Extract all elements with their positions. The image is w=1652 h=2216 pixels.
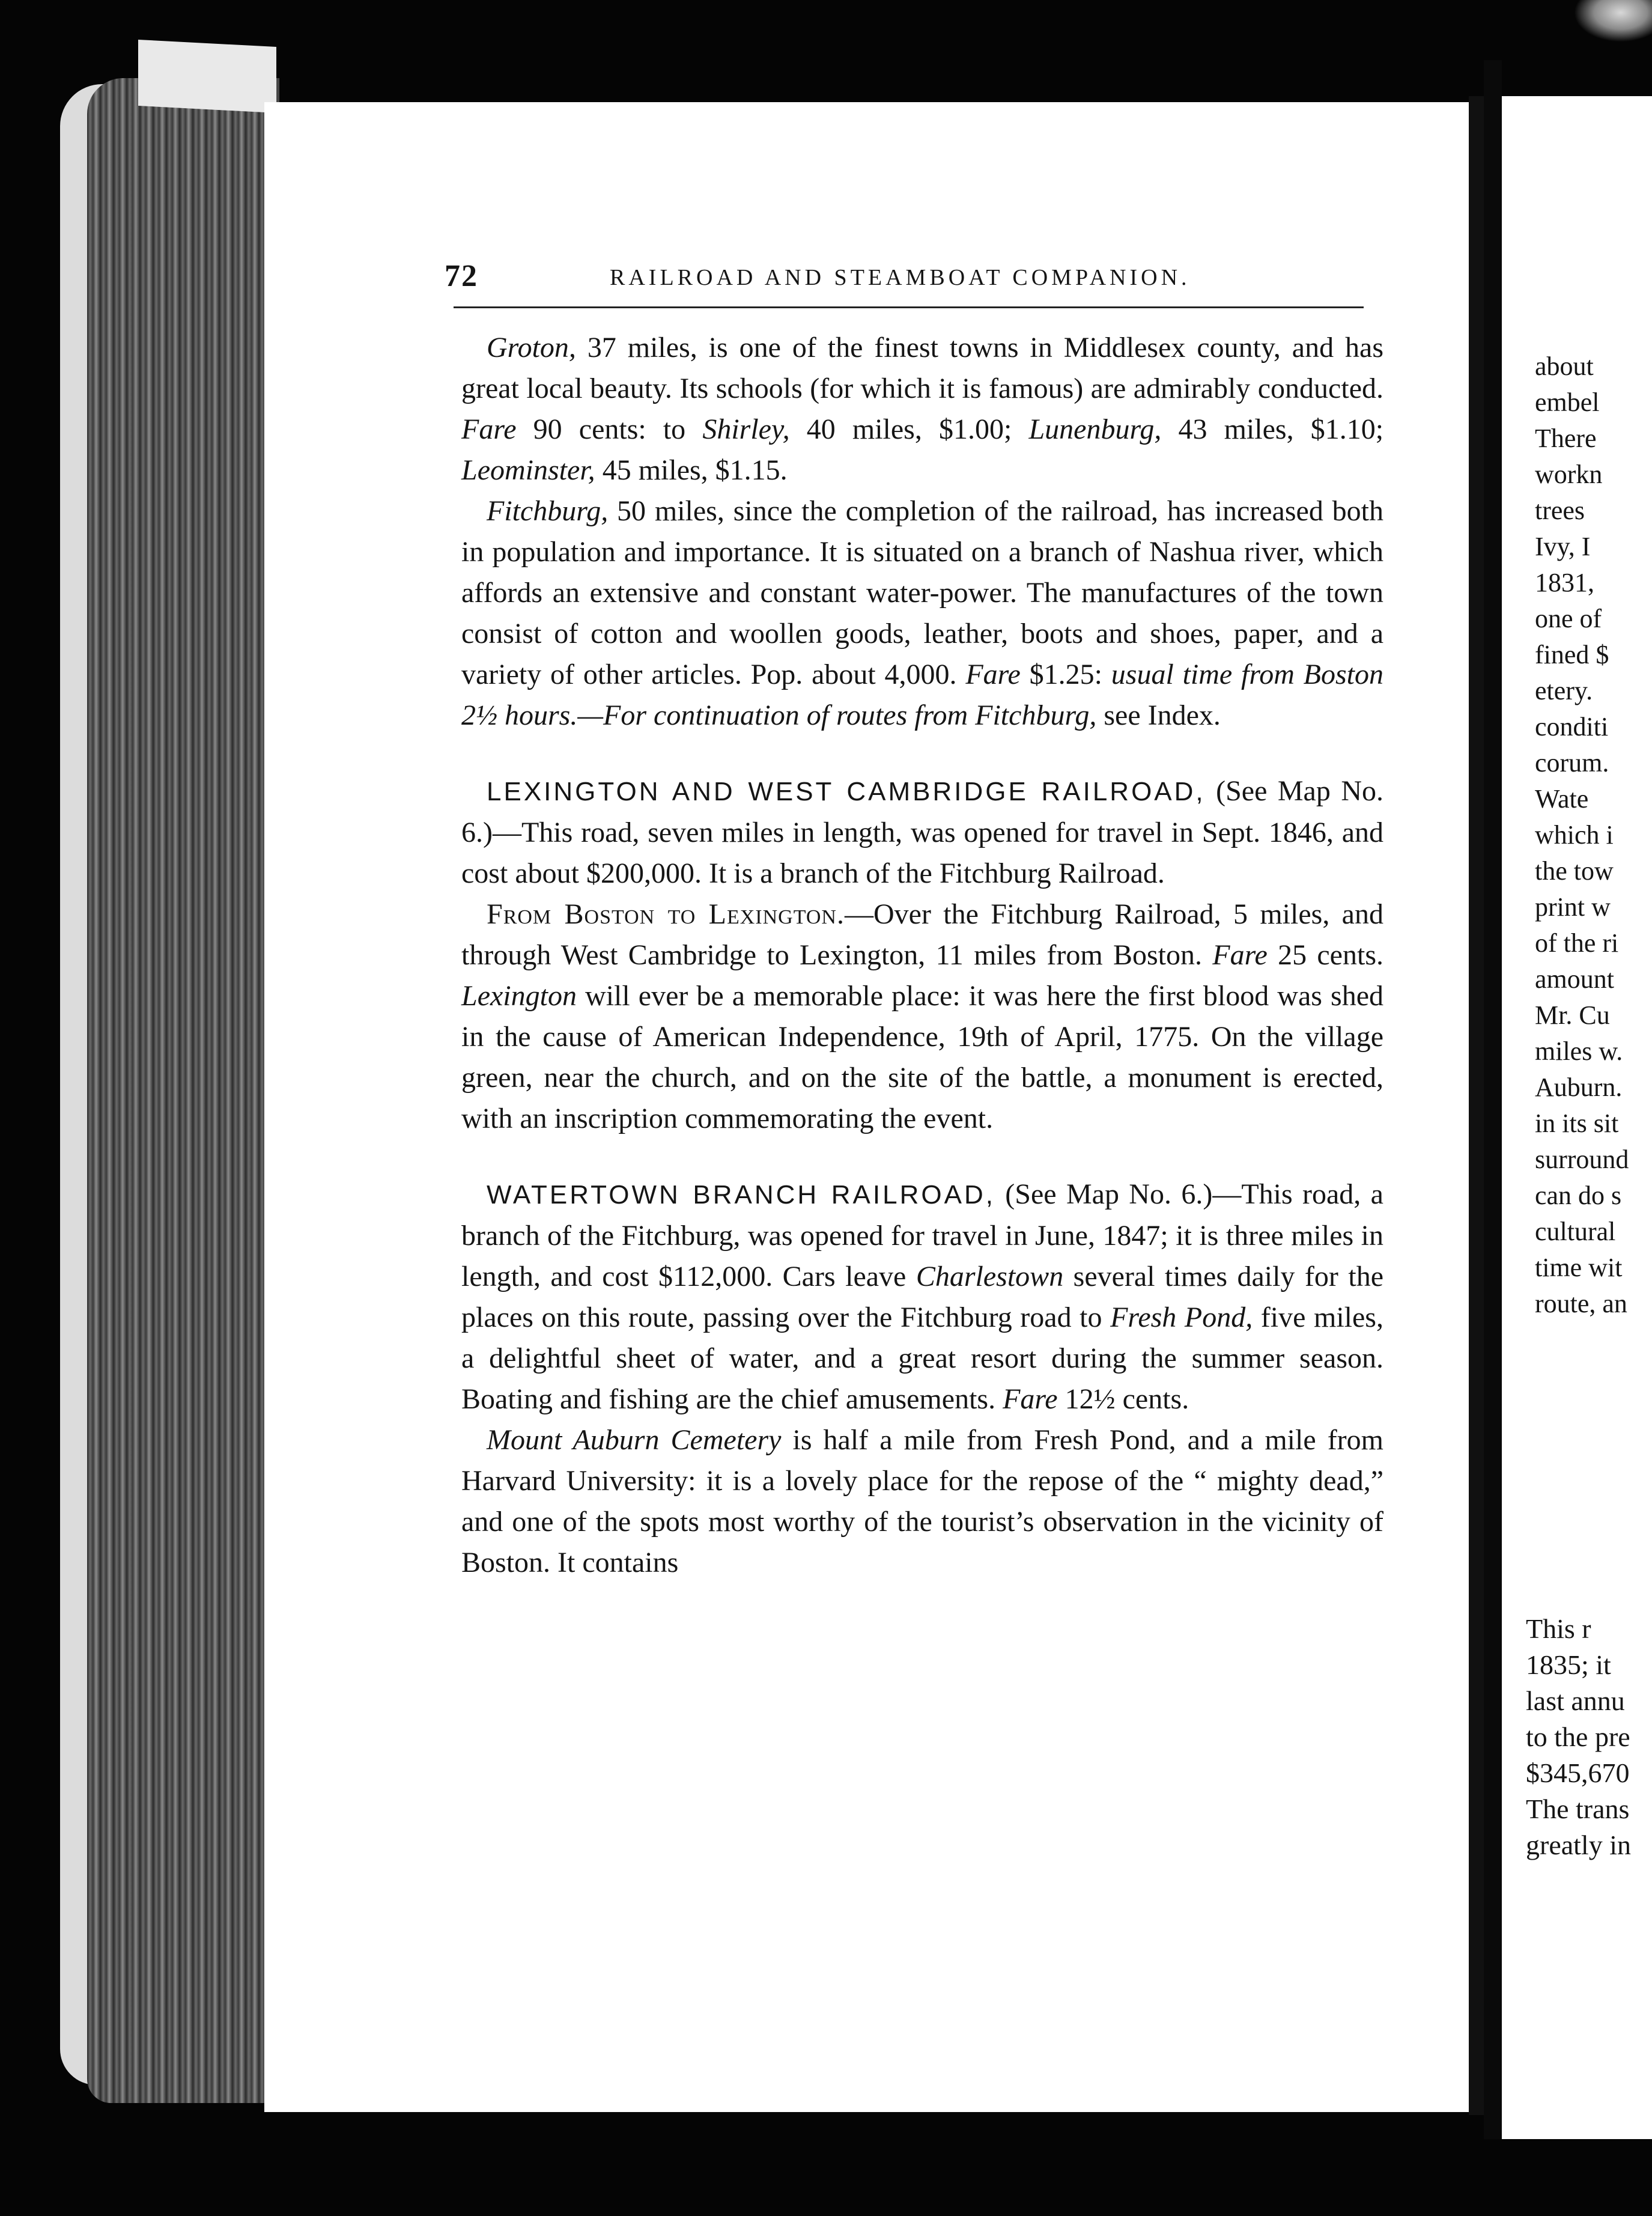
running-head (445, 258, 1364, 300)
page-number: 72 (445, 259, 478, 293)
paragraph-lexington-route: From Boston to Lexington.—Over the Fitchburg Railroad, 5 miles, and through West Cambridge to Lexington, 11 miles from Boston. Fare 25 cents. Lexington will ever be a memorable place: it was here the first blood was shed in the cause of American Independence, 19th of April, 1775. On the village green, near the church, and on the site of the battle, a monument is erected, with an inscription commemorating the event. (461, 898, 1383, 1134)
facing-line: Auburn. (1535, 1073, 1623, 1102)
page-block-edges (87, 78, 279, 2103)
facing-line: to the pre (1526, 1721, 1630, 1752)
paragraph-mount-auburn: Mount Auburn Cemetery is half a mile from Fresh Pond, and a mile from Harvard University: it is a lovely place for the repose of the “ mighty dead,” and one of the spots most worthy of the tourist’s observation in the vicinity of Boston. It contains (461, 1424, 1383, 1578)
facing-line: fined $ (1535, 640, 1609, 669)
facing-gutter (1484, 60, 1502, 2139)
facing-line: 1835; it (1526, 1649, 1611, 1680)
facing-line: of the ri (1535, 928, 1619, 958)
facing-line: The trans (1526, 1794, 1630, 1824)
facing-line: route, an (1535, 1289, 1627, 1318)
facing-line: workn (1535, 460, 1603, 489)
facing-line: This r (1526, 1613, 1591, 1644)
facing-line: miles w. (1535, 1036, 1623, 1066)
page-body (461, 327, 1383, 1583)
paragraph-groton: Groton, 37 miles, is one of the finest towns in Middlesex county, and has great local beauty. Its schools (for which it is famous) are admirably conducted. Fare 90 cents: to Shirley, 40 miles, $1.00; Lunenburg, 43 miles, $1.10; Leominster, 45 miles, $1.15. (461, 332, 1384, 486)
paragraph-lexington-railroad: LEXINGTON AND WEST CAMBRIDGE RAILROAD, (See Map No. 6.)—This road, seven miles in length, was opened for travel in Sept. 1846, and cost about $200,000. It is a branch of the Fitchburg Railroad. (461, 775, 1383, 889)
facing-line: etery. (1535, 676, 1593, 705)
facing-line: in its sit (1535, 1109, 1619, 1138)
facing-page-text-top (1535, 349, 1652, 1322)
section-heading-lexington: LEXINGTON AND WEST CAMBRIDGE RAILROAD, (487, 777, 1206, 806)
facing-line: $345,670 (1526, 1758, 1630, 1788)
facing-line: trees (1535, 496, 1585, 525)
facing-line: one of (1535, 604, 1602, 633)
section-heading-watertown: WATERTOWN BRANCH RAILROAD, (487, 1180, 995, 1210)
facing-line: There (1535, 424, 1597, 453)
facing-line: Ivy, I (1535, 532, 1591, 561)
facing-line: can do s (1535, 1181, 1622, 1210)
running-title: RAILROAD AND STEAMBOAT COMPANION. (610, 265, 1191, 290)
facing-line: embel (1535, 388, 1600, 417)
facing-page-text-bottom (1526, 1610, 1652, 1863)
facing-line: conditi (1535, 712, 1609, 741)
facing-line: time wit (1535, 1253, 1623, 1282)
facing-line: Mr. Cu (1535, 1000, 1610, 1030)
page-block-top (138, 40, 276, 113)
header-rule (454, 306, 1364, 308)
scan-artifact (1574, 0, 1652, 42)
facing-line: greatly in (1526, 1830, 1631, 1860)
facing-line: last annu (1526, 1685, 1625, 1716)
facing-line: surround (1535, 1145, 1629, 1174)
facing-line: cultural (1535, 1217, 1616, 1246)
section-gap (461, 1139, 1383, 1174)
facing-line: the tow (1535, 856, 1614, 886)
paragraph-fitchburg: Fitchburg, 50 miles, since the completion of the railroad, has increased both in population and importance. It is situated on a branch of Nashua river, which affords an extensive and constant water-power. The manufactures of the town consist of cotton and woollen goods, leather, boots and shoes, paper, and a variety of other articles. Pop. about 4,000. Fare $1.25: usual time from Boston 2½ hours.—For continuation of routes from Fitchburg, see Index. (461, 495, 1384, 731)
facing-line: which i (1535, 820, 1614, 850)
facing-line: about (1535, 352, 1594, 381)
facing-line: amount (1535, 964, 1614, 994)
facing-line: print w (1535, 892, 1611, 922)
facing-line: Wate (1535, 784, 1589, 814)
facing-line: 1831, (1535, 568, 1594, 597)
facing-line: corum. (1535, 748, 1609, 778)
section-gap (461, 736, 1383, 771)
paragraph-watertown-railroad: WATERTOWN BRANCH RAILROAD, (See Map No. 6.)—This road, a branch of the Fitchburg, was opened for travel in June, 1847; it is three miles in length, and cost $112,000. Cars leave Charlestown several times daily for the places on this route, passing over the Fitchburg road to Fresh Pond, five miles, a delightful sheet of water, and a great resort during the summer season. Boating and fishing are the chief amusements. Fare 12½ cents. (461, 1178, 1383, 1415)
